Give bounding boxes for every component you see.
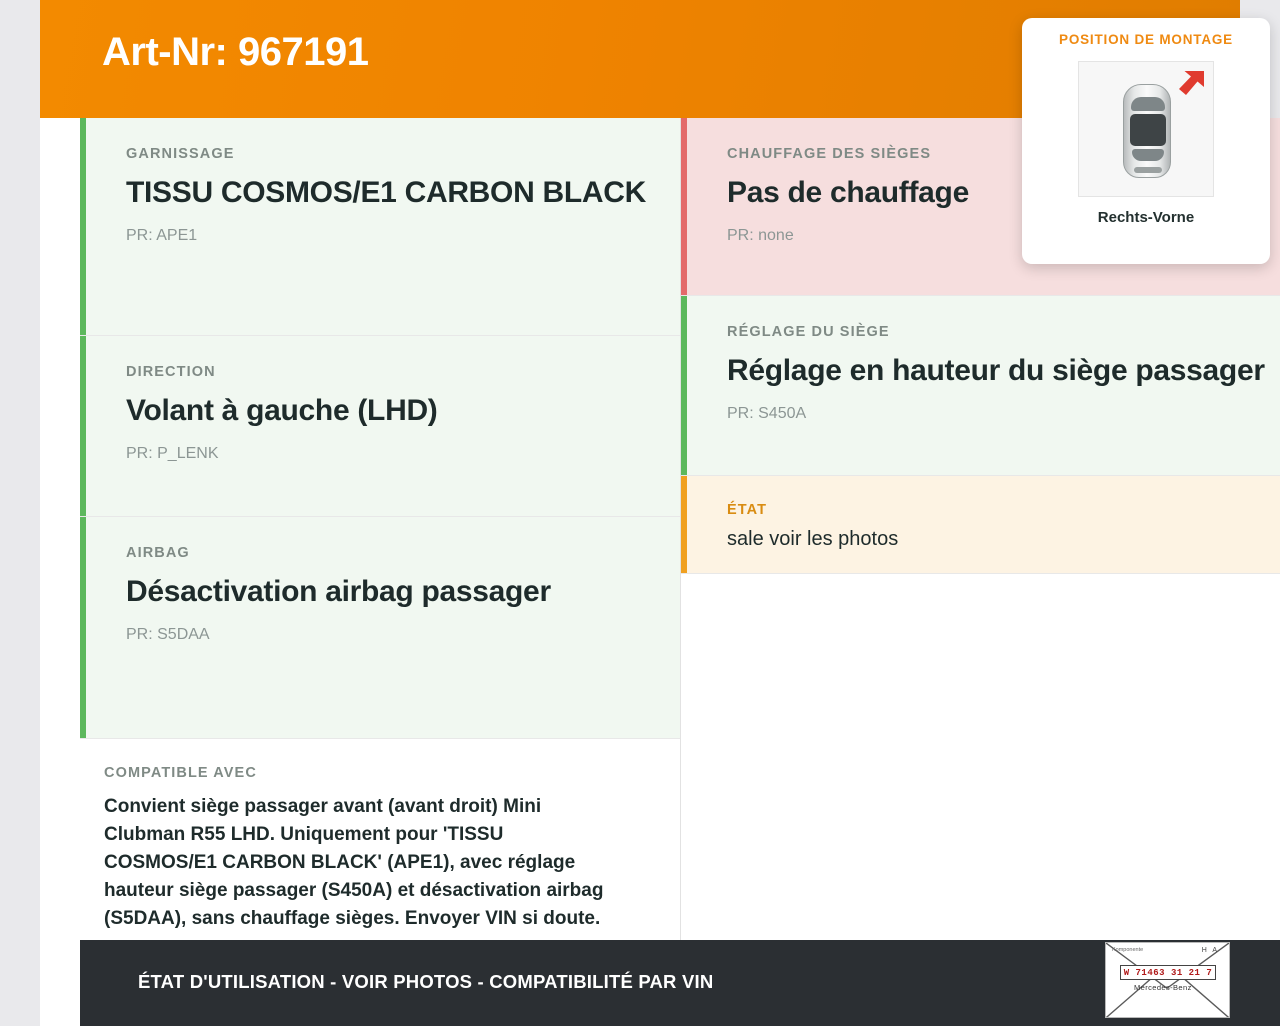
status-bar-green (80, 118, 86, 335)
field-value: TISSU COSMOS/E1 CARBON BLACK (126, 176, 646, 209)
label-stamp-image (1105, 942, 1230, 1018)
attributes-column-left (80, 118, 681, 940)
mounting-position-card (1022, 18, 1270, 264)
mounting-position-caption: Rechts-Vorne (1097, 209, 1195, 226)
status-bar-green (80, 517, 86, 738)
stamp-corner-right: H A (1201, 947, 1219, 954)
field-pr-code: PR: S450A (727, 404, 807, 422)
status-bar-green (80, 336, 86, 516)
envelope-icon (1106, 943, 1229, 1018)
footer-note: ÉTAT D'UTILISATION - VOIR PHOTOS - COMPATIBILITÉ PAR VIN (138, 971, 714, 992)
field-label: CHAUFFAGE DES SIÈGES (727, 146, 932, 162)
footer-bar (80, 940, 1280, 1026)
field-value: Réglage en hauteur du siège passager (727, 354, 1265, 387)
stamp-plate-number: W 71463 31 21 7 (1120, 965, 1216, 980)
field-airbag (80, 517, 680, 739)
field-label: DIRECTION (126, 364, 216, 380)
field-value: sale voir les photos (727, 528, 899, 550)
bumper-shape (1134, 167, 1162, 173)
car-icon (1123, 84, 1171, 178)
windshield-shape (1131, 97, 1165, 111)
field-reglage-siege (681, 296, 1280, 476)
field-pr-code: PR: P_LENK (126, 444, 219, 462)
field-compatible-avec (80, 739, 680, 940)
field-garnissage (80, 118, 680, 336)
field-value: Convient siège passager avant (avant droit) Mini Clubman R55 LHD. Uniquement pour 'TISSU COSMOS/E1 CARBON BLACK' (APE1), avec réglage hauteur siège passager (S450A) et désactivation airbag (S5DAA), sans chauffage sièges. Envoyer VIN si doute. (104, 796, 604, 930)
field-value: Désactivation airbag passager (126, 575, 551, 608)
empty-space (681, 574, 1280, 940)
stamp-brand: Mercedes-Benz (1134, 983, 1192, 992)
page-title: Art-Nr: 967191 (102, 30, 369, 74)
field-etat (681, 476, 1280, 574)
stamp-corner-left: Komponente (1112, 947, 1144, 953)
mounting-position-title: POSITION DE MONTAGE (1059, 32, 1233, 47)
field-label: ÉTAT (727, 502, 768, 518)
field-label: COMPATIBLE AVEC (104, 765, 257, 781)
field-pr-code: PR: none (727, 226, 794, 244)
field-value: Pas de chauffage (727, 176, 969, 209)
field-label: GARNISSAGE (126, 146, 235, 162)
status-bar-green (681, 296, 687, 475)
field-label: RÉGLAGE DU SIÈGE (727, 324, 890, 340)
field-direction (80, 336, 680, 517)
roof-shape (1130, 114, 1166, 146)
field-label: AIRBAG (126, 545, 190, 561)
product-sheet (40, 0, 1265, 1026)
field-pr-code: PR: APE1 (126, 226, 198, 244)
status-bar-red (681, 118, 687, 295)
rear-window-shape (1132, 149, 1164, 161)
field-pr-code: PR: S5DAA (126, 625, 210, 643)
position-arrow-icon (1173, 68, 1207, 102)
status-bar-orange (681, 476, 687, 573)
car-diagram (1078, 61, 1214, 197)
field-value: Volant à gauche (LHD) (126, 394, 438, 427)
